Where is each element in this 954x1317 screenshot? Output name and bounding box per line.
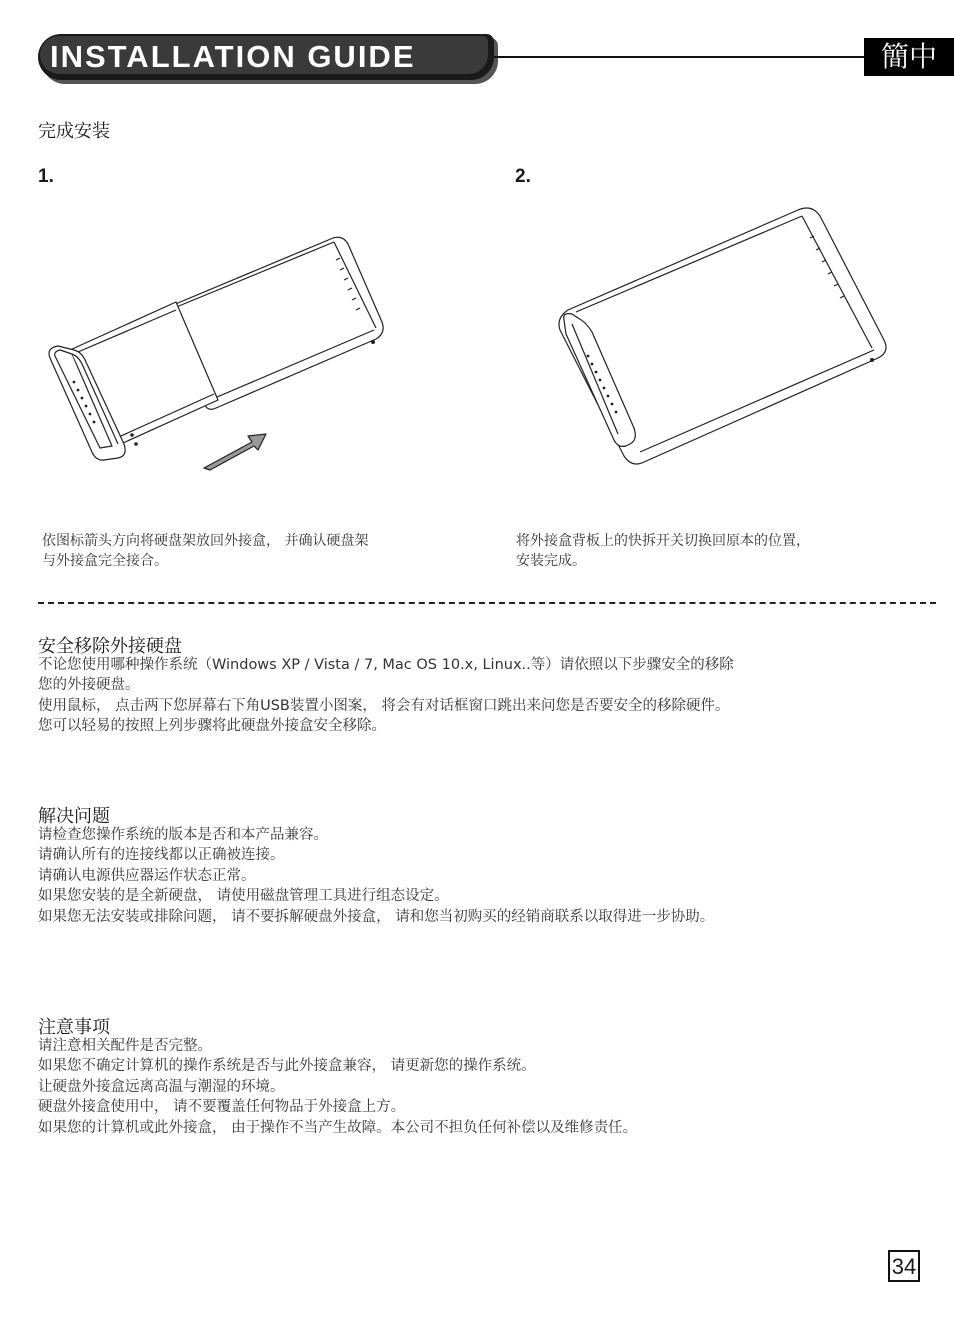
troubleshooting-title: 解决问题 bbox=[38, 806, 110, 827]
notes-title: 注意事项 bbox=[38, 1017, 110, 1038]
header-title: INSTALLATION GUIDE bbox=[50, 39, 416, 74]
step-2-caption: 将外接盒背板上的快拆开关切换回原本的位置， 安装完成。 bbox=[516, 533, 810, 569]
troubleshooting-text: 请检查您操作系统的版本是否和本产品兼容。 请确认所有的连接线都以正确被连接。 请确认电源供应器运作状态正常。 如果您安装的是全新硬盘， 请使用磁盘管理工具进行组态设定。 如果您无法安装或排除问题， 请不要拆解硬盘外接盒， 请和您当初购买的经销商联系以取得进一步协助。 bbox=[38, 827, 715, 925]
header-rule bbox=[494, 56, 866, 58]
safe-removal-title: 安全移除外接硬盘 bbox=[38, 636, 182, 657]
assembled-enclosure-illustration bbox=[548, 200, 898, 480]
step-2-number: 2. bbox=[515, 166, 531, 187]
step-1-caption: 依图标箭头方向将硬盘架放回外接盒， 并确认硬盘架 与外接盒完全接合。 bbox=[42, 533, 369, 569]
language-badge: 簡中 bbox=[864, 38, 954, 76]
enclosure-tray-insert-illustration bbox=[38, 230, 398, 480]
safe-removal-text: 不论您使用哪种操作系统（Windows XP / Vista / 7, Mac OS 10.x, Linux..等）请依照以下步骤安全的移除 您的外接硬盘。 使用鼠标， 点击两下您屏幕右下角USB装置小图案， 将会有对话框窗口跳出来问您是否要安全的移除硬件。 您可以轻易的按照上列步骤将此硬盘外接盒安全移除。 bbox=[38, 657, 734, 735]
notes-text: 请注意相关配件是否完整。 如果您不确定计算机的操作系统是否与此外接盒兼容， 请更新您的操作系统。 让硬盘外接盒远离高温与潮湿的环境。 硬盘外接盒使用中， 请不要覆盖任何物品于外接盒上方。 如果您的计算机或此外接盒， 由于操作不当产生故障。本公司不担负任何补偿以及维修责任。 bbox=[38, 1038, 638, 1136]
complete-install-title: 完成安装 bbox=[38, 121, 110, 142]
section-divider bbox=[38, 602, 936, 604]
step-1-number: 1. bbox=[38, 166, 54, 187]
page-number: 34 bbox=[888, 1250, 920, 1282]
